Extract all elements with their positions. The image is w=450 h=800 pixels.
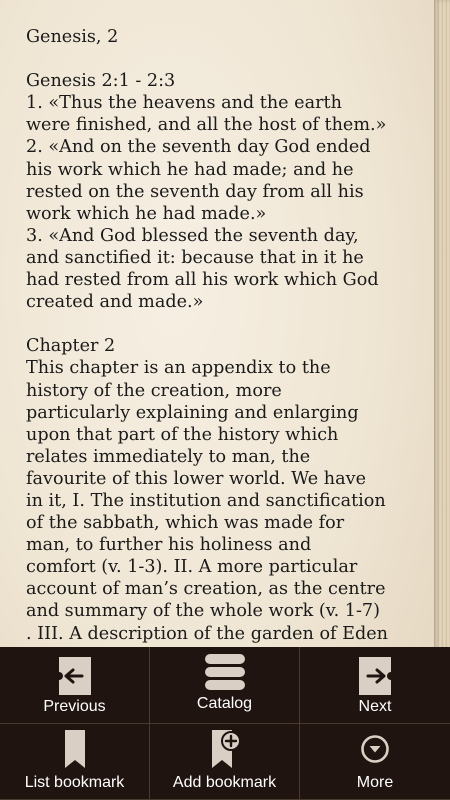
more-label: More (356, 774, 394, 791)
chapter-text (26, 26, 422, 645)
list-bookmark-label: List bookmark (24, 774, 125, 791)
next-page-icon (355, 654, 395, 698)
add-bookmark-label: Add bookmark (172, 774, 277, 791)
text-line: favourite of this lower world. We have (26, 468, 366, 489)
text-line (26, 48, 422, 70)
text-line: relates immediately to man, the (26, 446, 311, 467)
text-line: Chapter 2 (26, 336, 116, 357)
catalog-button[interactable] (150, 647, 300, 724)
text-line: 1. «Thus the heavens and the earth (26, 93, 342, 114)
bottom-toolbar (0, 647, 450, 800)
bookmark-icon (62, 728, 88, 770)
previous-page-icon (55, 654, 95, 698)
add-bookmark-button[interactable] (150, 724, 300, 800)
add-bookmark-icon (207, 727, 243, 771)
previous-button[interactable] (0, 647, 150, 724)
text-line: Genesis, 2 (26, 27, 119, 47)
text-line: upon that part of the history which (26, 424, 339, 445)
more-button[interactable] (300, 724, 450, 800)
next-button[interactable] (300, 647, 450, 724)
text-line: history of the creation, more (26, 380, 282, 401)
text-line: in it, I. The institution and sanctification (26, 490, 386, 511)
text-line: Genesis 2:1 - 2:3 (26, 71, 176, 92)
text-line: 2. «And on the seventh day God ended (26, 137, 371, 158)
text-line: This chapter is an appendix to the (26, 358, 331, 379)
text-line: particularly explaining and enlarging (26, 402, 359, 423)
text-line: man, to further his holiness and (26, 535, 312, 556)
text-line: comfort (v. 1-3). II. A more particular (26, 557, 358, 578)
text-line: had rested from all his work which God (26, 270, 379, 291)
text-line: and summary of the whole work (v. 1-7) (26, 601, 380, 622)
more-menu-icon (360, 734, 390, 764)
text-line: work which he had made.» (26, 203, 267, 224)
list-bookmark-button[interactable] (0, 724, 150, 800)
text-line (26, 313, 422, 335)
text-line: account of man’s creation, as the centre (26, 579, 386, 600)
text-line: and sanctified it: because that in it he (26, 247, 364, 268)
text-line: were finished, and all the host of them.» (26, 115, 387, 136)
previous-label: Previous (43, 698, 106, 715)
next-label: Next (358, 698, 392, 715)
text-line: his work which he had made; and he (26, 159, 354, 180)
text-line: created and made.» (26, 292, 204, 313)
text-line: 3. «And God blessed the seventh day, (26, 225, 359, 246)
text-line: of the sabbath, which was made for (26, 513, 345, 534)
text-line: . III. A description of the garden of Eden (26, 623, 388, 644)
catalog-label: Catalog (196, 695, 253, 712)
list-icon (204, 653, 246, 691)
text-line: rested on the seventh day from all his (26, 181, 364, 202)
